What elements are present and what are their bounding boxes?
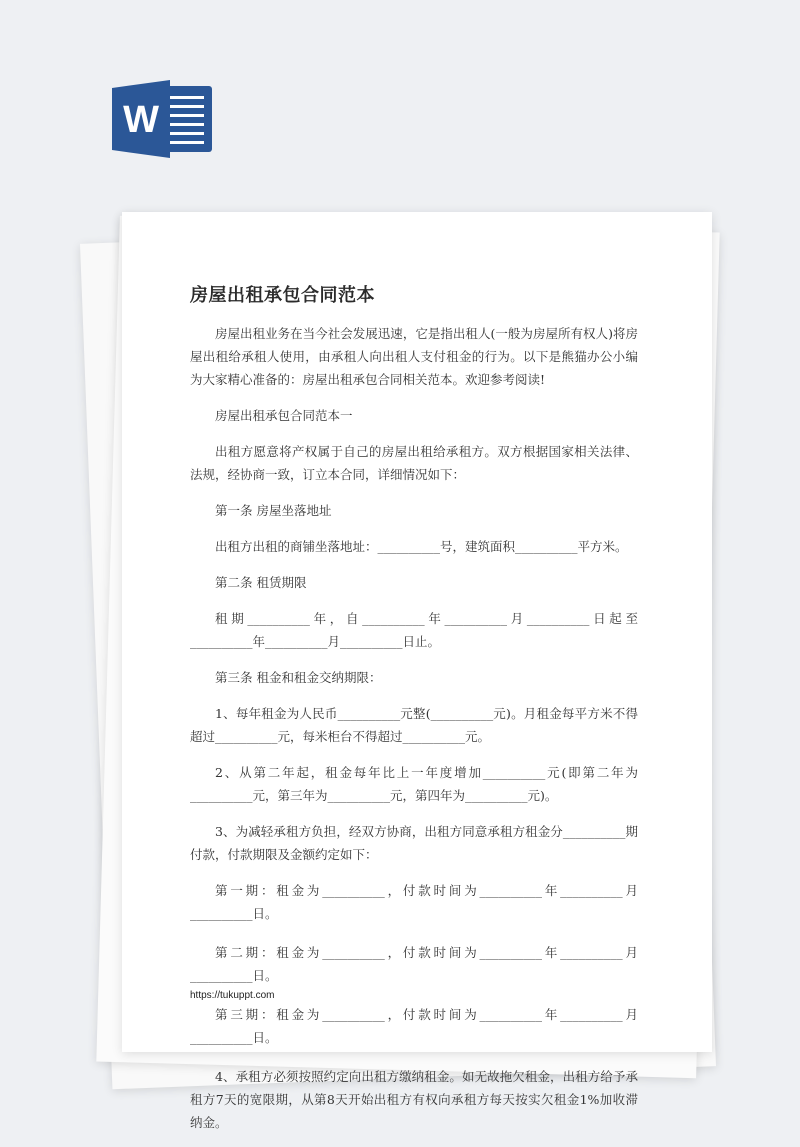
intro-paragraph: 房屋出租业务在当今社会发展迅速，它是指出租人(一般为房屋所有权人)将房屋出租给承租人使用，由承租人向出租人支付租金的行为。以下是熊猫办公小编为大家精心准备的：房屋出租承包合同相关范本。欢迎参考阅读! <box>190 326 638 387</box>
source-url: https://tukuppt.com <box>190 990 275 1001</box>
body-paragraph: 出租方愿意将产权属于自己的房屋出租给承租方。双方根据国家相关法律、法规，经协商一致，订立本合同，详细情况如下： <box>190 444 638 482</box>
document-body <box>190 322 638 1147</box>
body-paragraph: 1、每年租金为人民币__________元整(__________元)。月租金每平方米不得超过__________元，每米柜台不得超过__________元。 <box>190 706 638 744</box>
body-paragraph: 4、承租方必须按照约定向出租方缴纳租金。如无故拖欠租金，出租方给予承租方7天的宽限期，从第8天开始出租方有权向承租方每天按实欠租金1%加收滞纳金。 <box>190 1069 638 1130</box>
word-logo-icon <box>112 80 214 158</box>
payment-period-line: 第三期：租金为__________，付款时间为__________年__________月__________日。 <box>190 1007 638 1045</box>
payment-period-line: 第二期：租金为__________，付款时间为__________年__________月__________日。 <box>190 945 638 983</box>
template-heading: 房屋出租承包合同范本一 <box>215 408 353 423</box>
body-paragraph: 3、为减轻承租方负担，经双方协商，出租方同意承租方租金分__________期付款，付款期限及金额约定如下： <box>190 824 638 862</box>
document-title: 房屋出租承包合同范本 <box>190 285 375 306</box>
payment-period-line: 第一期：租金为__________，付款时间为__________年__________月__________日。 <box>190 883 638 921</box>
body-paragraph: 租期__________年，自__________年__________月__________日起至__________年__________月__________日止。 <box>190 611 638 649</box>
clause-heading: 第二条 租赁期限 <box>215 575 307 590</box>
body-paragraph: 2、从第二年起，租金每年比上一年度增加__________元(即第二年为__________元，第三年为__________元，第四年为__________元)。 <box>190 765 638 803</box>
body-paragraph: 出租方出租的商铺坐落地址：__________号，建筑面积__________平方米。 <box>215 539 628 554</box>
word-logo-letter: W <box>123 99 159 141</box>
clause-heading: 第一条 房屋坐落地址 <box>215 503 332 518</box>
clause-heading: 第三条 租金和租金交纳期限： <box>215 670 382 685</box>
